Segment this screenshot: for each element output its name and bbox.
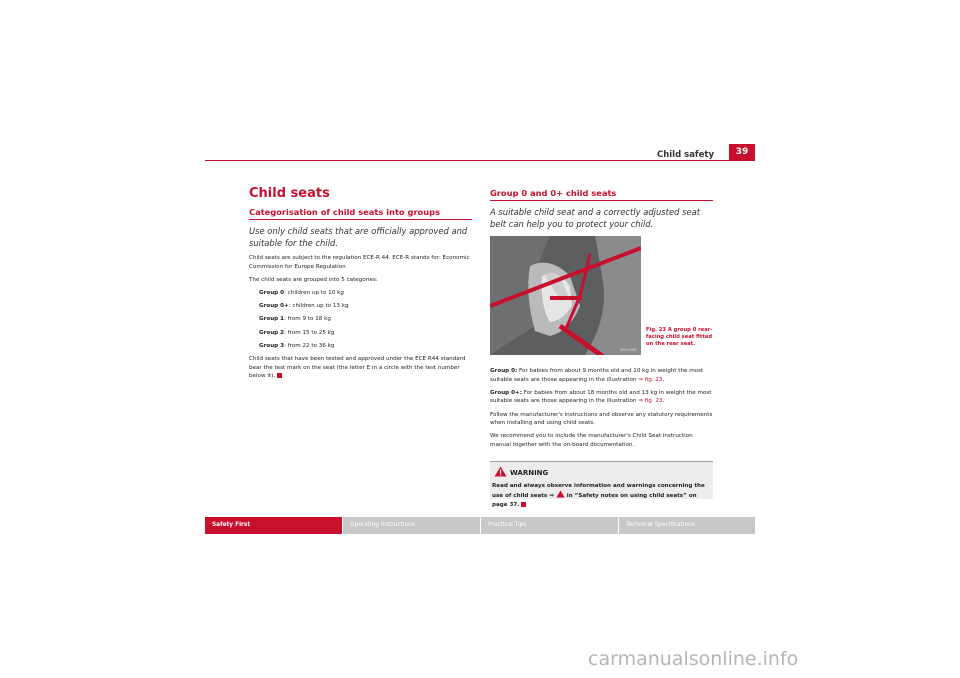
figure-caption: Fig. 23 A group 0 rear-facing child seat fitted on the rear seat. bbox=[646, 327, 713, 347]
end-mark-icon bbox=[521, 502, 526, 507]
right-column bbox=[490, 186, 713, 235]
page-title: Child seats bbox=[249, 186, 330, 201]
paragraph-recommend: We recommend you to include the manufacturer's Child Seat instruction manual together with the on-board documentation. bbox=[490, 433, 693, 448]
nav-tab-practical-tips[interactable]: Practical Tips bbox=[481, 517, 618, 534]
figure-reference-link[interactable]: ⇒ fig. 23 bbox=[638, 398, 663, 405]
group-item: Group 0: children up to 10 kg bbox=[259, 289, 344, 296]
nav-tab-safety-first[interactable]: Safety First bbox=[205, 517, 342, 534]
child-seat-illustration bbox=[490, 236, 641, 355]
figure-child-seat bbox=[490, 236, 641, 355]
group-item: Group 1: from 9 to 18 kg bbox=[259, 316, 331, 323]
paragraph-categories: The child seats are grouped into 5 categories: bbox=[249, 276, 378, 283]
warning-text: Read and always observe information and warnings concerning the use of child seats ⇒ in “Safety notes on using child seats” on page 37. bbox=[492, 483, 705, 508]
group-item: Group 0+: children up to 13 kg bbox=[259, 303, 349, 310]
figure-reference-link[interactable]: ⇒ fig. 23 bbox=[638, 376, 663, 383]
lead-text: Use only child seats that are officially approved and suitable for the child. bbox=[249, 226, 468, 248]
end-mark-icon bbox=[277, 373, 282, 378]
paragraph-follow: Follow the manufacturer's instructions and observe any statutory requirements when installing and using child seats. bbox=[490, 411, 713, 427]
paragraph-test-mark: Child seats that have been tested and approved under the ECE R44 standard bear the test mark on the seat (the letter E in a circle with the test number below it). bbox=[249, 355, 466, 380]
lead-text-right: A suitable child seat and a correctly adjusted seat belt can help you to protect your child. bbox=[490, 207, 701, 229]
group-item: Group 2: from 15 to 25 kg bbox=[259, 329, 335, 336]
left-column bbox=[249, 186, 472, 385]
header-rule bbox=[205, 160, 755, 161]
warning-triangle-icon bbox=[556, 490, 565, 498]
nav-tab-technical-specifications[interactable]: Technical Specifications bbox=[619, 517, 755, 534]
right-body bbox=[490, 367, 713, 454]
group-item: Group 3: from 22 to 36 kg bbox=[259, 342, 335, 349]
paragraph-group0plus: Group 0+: For babies from about 18 months old and 13 kg in weight the most suitable seats are those appearing in the illustration ⇒ fig. 23. bbox=[490, 389, 712, 405]
page-number: 39 bbox=[729, 144, 755, 161]
paragraph-group0: Group 0: For babies from about 9 months old and 10 kg in weight the most suitable seats are those appearing in the illustration ⇒ fig. 23. bbox=[490, 368, 704, 383]
section-heading-groups: Categorisation of child seats into groups bbox=[249, 207, 472, 220]
warning-triangle-icon bbox=[494, 466, 507, 479]
warning-label: WARNING bbox=[510, 469, 549, 477]
watermark: carmanualsonline.info bbox=[588, 648, 799, 670]
section-title: Child safety bbox=[656, 150, 714, 160]
section-heading-group0: Group 0 and 0+ child seats bbox=[490, 188, 713, 201]
warning-box bbox=[490, 461, 713, 508]
paragraph-regulation: Child seats are subject to the regulation ECE-R 44. ECE-R stands for: Economic Commission for Europe Regulation bbox=[249, 255, 470, 270]
figure-code: B5P-0061 bbox=[620, 348, 637, 352]
nav-tab-operating-instructions[interactable]: Operating instructions bbox=[343, 517, 480, 534]
